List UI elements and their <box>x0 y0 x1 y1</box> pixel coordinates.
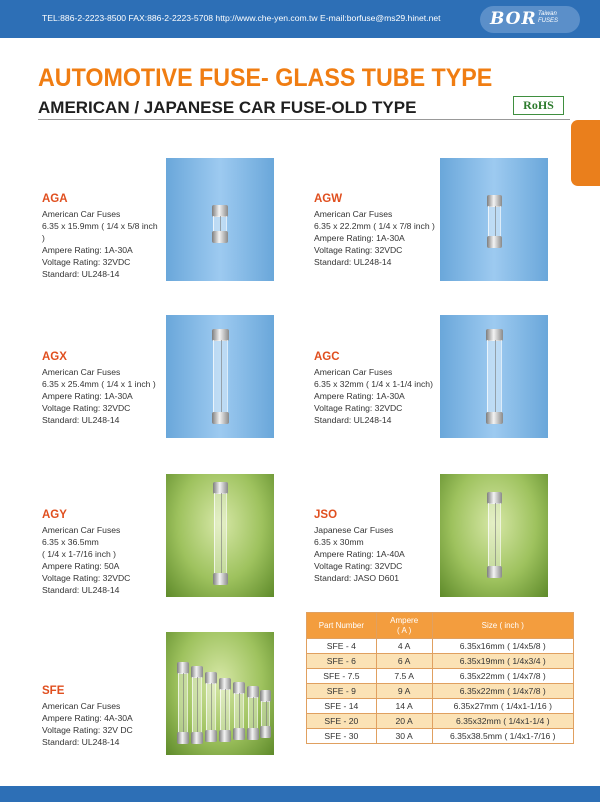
product-name: AGX <box>42 351 67 363</box>
product-type: American Car Fuses <box>314 367 393 377</box>
product-ampere: Ampere Rating: 4A-30A <box>42 713 133 723</box>
part-number-cell: SFE - 14 <box>307 699 377 714</box>
product-jso <box>314 508 438 584</box>
column-header-size: Size ( inch ) <box>432 613 573 639</box>
product-agc <box>314 350 438 426</box>
fuse-image <box>488 492 501 578</box>
part-number-cell: SFE - 7.5 <box>307 669 377 684</box>
product-agx <box>42 350 162 426</box>
product-voltage: Voltage Rating: 32VDC <box>42 403 131 413</box>
product-voltage: Voltage Rating: 32VDC <box>42 257 131 267</box>
agc-photo <box>440 315 548 438</box>
aga-photo <box>166 158 274 281</box>
product-voltage: Voltage Rating: 32VDC <box>42 573 131 583</box>
product-ampere: Ampere Rating: 1A-30A <box>42 391 133 401</box>
fuse-image <box>214 482 227 585</box>
part-number-cell: SFE - 9 <box>307 684 377 699</box>
ampere-cell: 7.5 A <box>376 669 432 684</box>
product-size: 6.35 x 32mm ( 1/4 x 1-1/4 inch) <box>314 379 433 389</box>
ampere-cell: 6 A <box>376 654 432 669</box>
product-type: American Car Fuses <box>42 367 121 377</box>
product-type: American Car Fuses <box>314 209 393 219</box>
column-header-ampere: Ampere ( A ) <box>376 613 432 639</box>
header-bar <box>0 0 600 38</box>
product-size: 6.35 x 30mm <box>314 537 364 547</box>
product-ampere: Ampere Rating: 1A-30A <box>42 245 133 255</box>
product-name: JSO <box>314 509 338 521</box>
fuse-image <box>213 329 228 424</box>
product-ampere: Ampere Rating: 1A-30A <box>314 391 405 401</box>
product-size: 6.35 x 22.2mm ( 1/4 x 7/8 inch ) <box>314 221 435 231</box>
product-standard: Standard: UL248-14 <box>42 737 120 747</box>
logo-subtext: Taiwan FUSES <box>538 11 559 24</box>
product-agy <box>42 508 162 596</box>
product-size: 6.35 x 25.4mm ( 1/4 x 1 inch ) <box>42 379 156 389</box>
table-row <box>307 699 574 714</box>
sfe-photo <box>166 632 274 755</box>
product-type: American Car Fuses <box>42 525 121 535</box>
product-size: 6.35 x 36.5mm <box>42 537 99 547</box>
table-row <box>307 729 574 744</box>
table-row <box>307 714 574 729</box>
part-number-cell: SFE - 4 <box>307 639 377 654</box>
product-name: AGA <box>42 193 68 205</box>
fuse-image <box>213 205 227 243</box>
table-row <box>307 639 574 654</box>
logo-text: BOR <box>490 9 537 29</box>
size-cell: 6.35x38.5mm ( 1/4x1-7/16 ) <box>432 729 573 744</box>
footer-bar <box>0 786 600 802</box>
part-number-cell: SFE - 20 <box>307 714 377 729</box>
agx-photo <box>166 315 274 438</box>
product-voltage: Voltage Rating: 32VDC <box>314 561 403 571</box>
page-title: AUTOMOTIVE FUSE- GLASS TUBE TYPE <box>38 64 493 92</box>
part-number-cell: SFE - 6 <box>307 654 377 669</box>
sfe-spec-table <box>306 612 574 744</box>
rohs-badge: RoHS <box>513 96 564 115</box>
product-type: American Car Fuses <box>42 209 121 219</box>
size-cell: 6.35x27mm ( 1/4x1-1/16 ) <box>432 699 573 714</box>
product-standard: Standard: UL248-14 <box>42 415 120 425</box>
product-name: SFE <box>42 685 65 697</box>
title-divider <box>38 119 570 120</box>
fuse-image <box>220 678 230 742</box>
product-standard: Standard: JASO D601 <box>314 573 400 583</box>
ampere-cell: 14 A <box>376 699 432 714</box>
size-cell: 6.35x22mm ( 1/4x7/8 ) <box>432 669 573 684</box>
product-size-inch: ( 1/4 x 1-7/16 inch ) <box>42 549 117 559</box>
product-name: AGC <box>314 351 340 363</box>
fuse-image <box>206 672 216 742</box>
product-ampere: Ampere Rating: 1A-40A <box>314 549 405 559</box>
product-voltage: Voltage Rating: 32VDC <box>314 245 403 255</box>
table-row <box>307 654 574 669</box>
agy-photo <box>166 474 274 597</box>
ampere-cell: 30 A <box>376 729 432 744</box>
part-number-cell: SFE - 30 <box>307 729 377 744</box>
jso-photo <box>440 474 548 597</box>
ampere-cell: 4 A <box>376 639 432 654</box>
product-ampere: Ampere Rating: 50A <box>42 561 120 571</box>
ampere-cell: 9 A <box>376 684 432 699</box>
size-cell: 6.35x16mm ( 1/4x5/8 ) <box>432 639 573 654</box>
table-header-row <box>307 613 574 639</box>
product-standard: Standard: UL248-14 <box>42 585 120 595</box>
size-cell: 6.35x32mm ( 1/4x1-1/4 ) <box>432 714 573 729</box>
product-type: American Car Fuses <box>42 701 121 711</box>
ampere-cell: 20 A <box>376 714 432 729</box>
table-row <box>307 669 574 684</box>
page-subtitle: AMERICAN / JAPANESE CAR FUSE-OLD TYPE <box>38 98 417 117</box>
product-agw <box>314 192 438 268</box>
fuse-image <box>261 690 270 738</box>
product-size: 6.35 x 15.9mm ( 1/4 x 5/8 inch ) <box>42 221 158 243</box>
size-cell: 6.35x22mm ( 1/4x7/8 ) <box>432 684 573 699</box>
contact-info: TEL:886-2-2223-8500 FAX:886-2-2223-5708 http://www.che-yen.com.tw E-mail:borfuse@ms29.hinet.net <box>42 13 441 23</box>
table-row <box>307 684 574 699</box>
size-cell: 6.35x19mm ( 1/4x3/4 ) <box>432 654 573 669</box>
fuse-image <box>488 195 501 248</box>
product-standard: Standard: UL248-14 <box>314 257 392 267</box>
fuse-image <box>487 329 502 424</box>
column-header-part-number: Part Number <box>307 613 377 639</box>
product-type: Japanese Car Fuses <box>314 525 394 535</box>
fuse-image <box>178 662 188 744</box>
product-standard: Standard: UL248-14 <box>314 415 392 425</box>
product-voltage: Voltage Rating: 32VDC <box>314 403 403 413</box>
product-name: AGW <box>314 193 343 205</box>
fuse-image <box>192 666 202 744</box>
side-tab <box>571 120 600 186</box>
product-sfe <box>42 684 162 748</box>
bor-logo <box>480 6 580 33</box>
product-ampere: Ampere Rating: 1A-30A <box>314 233 405 243</box>
product-standard: Standard: UL248-14 <box>42 269 120 279</box>
fuse-image <box>248 686 258 740</box>
product-name: AGY <box>42 509 67 521</box>
product-aga <box>42 192 162 280</box>
fuse-image <box>234 682 244 740</box>
product-voltage: Voltage Rating: 32V DC <box>42 725 133 735</box>
agw-photo <box>440 158 548 281</box>
